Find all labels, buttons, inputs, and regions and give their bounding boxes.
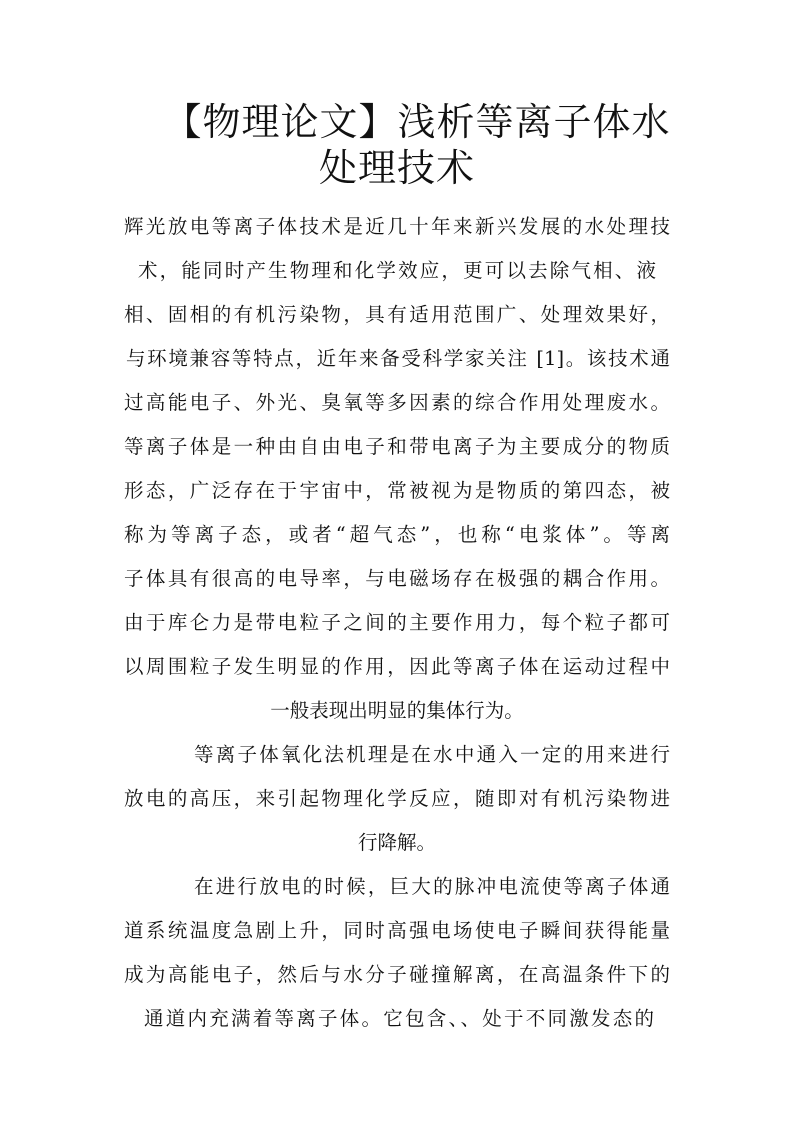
text-line: 成为高能电子，然后与水分子碰撞解离，在高温条件下的	[124, 963, 670, 986]
text-line: 在进行放电的时候，巨大的脉冲电流使等离子体通	[194, 875, 670, 898]
text-line: 术，能同时产生物理和化学效应，更可以去除气相、液	[138, 259, 656, 282]
text-line: 等离子体是一种由自由电子和带电离子为主要成分的物质	[124, 435, 670, 458]
text-line: 放电的高压，来引起物理化学反应，随即对有机污染物进	[124, 787, 670, 810]
text-line: 以周围粒子发生明显的作用，因此等离子体在运动过程中	[124, 655, 670, 678]
text-line: 称为等离子态，或者“超气态”，也称“电浆体”。等离	[124, 523, 670, 546]
text-line: 等离子体氧化法机理是在水中通入一定的用来进行	[194, 743, 670, 766]
text-line: 与环境兼容等特点，近年来备受科学家关注 [1]。该技术通	[126, 347, 670, 370]
text-line: 一般表现出明显的集体行为。	[270, 699, 524, 722]
text-line: 通道内充满着等离子体。它包含、、处于不同激发态的	[144, 1007, 654, 1030]
text-line: 行降解。	[357, 831, 436, 854]
text-line: 相、固相的有机污染物，具有适用范围广、处理效果好，	[124, 303, 670, 326]
text-line: 辉光放电等离子体技术是近几十年来新兴发展的水处理技	[124, 215, 670, 238]
text-line: 过高能电子、外光、臭氧等多因素的综合作用处理废水。	[124, 391, 670, 414]
text-line: 由于库仑力是带电粒子之间的主要作用力，每个粒子都可	[124, 611, 670, 634]
text-line: 子体具有很高的电导率，与电磁场存在极强的耦合作用。	[124, 567, 670, 590]
document-title-line-1: 【物理论文】浅析等离子体水	[163, 100, 671, 144]
text-line: 形态，广泛存在于宇宙中，常被视为是物质的第四态，被	[124, 479, 670, 502]
document-title-line-2: 处理技术	[318, 146, 475, 190]
text-line: 道系统温度急剧上升，同时高强电场使电子瞬间获得能量	[124, 919, 670, 942]
